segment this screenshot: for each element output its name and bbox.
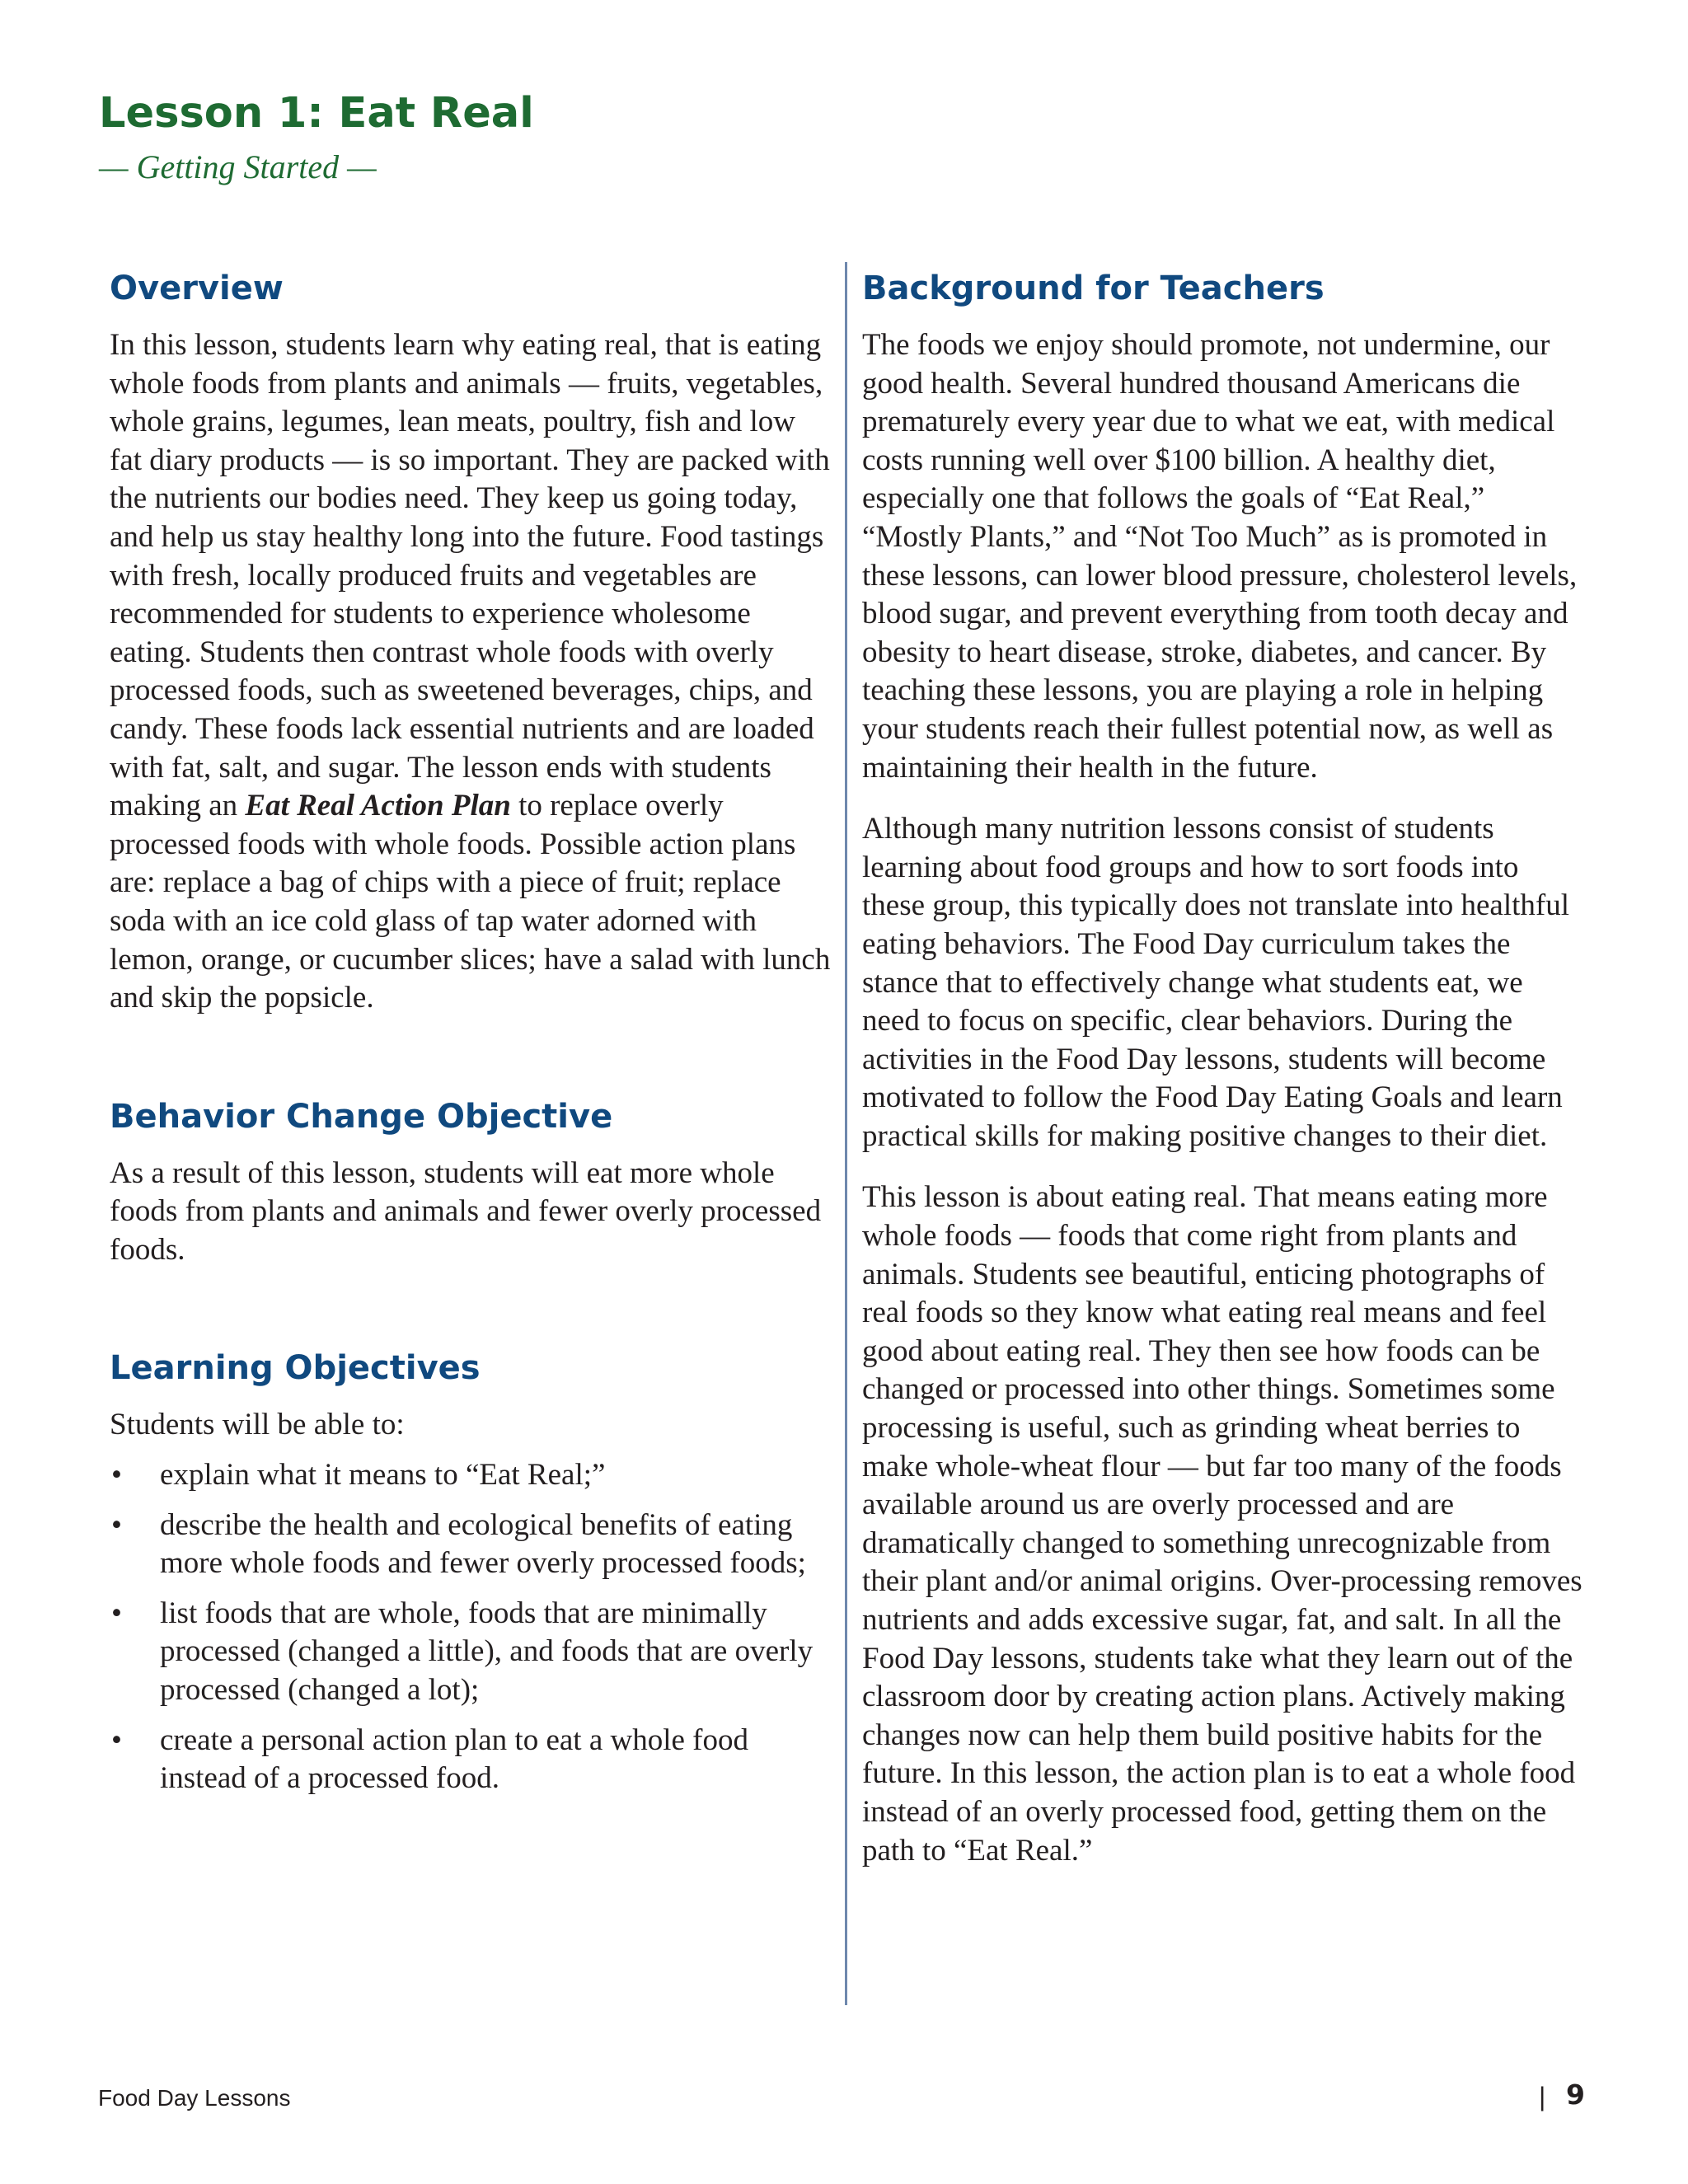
list-item: • create a personal action plan to eat a whole food instead of a processed food. xyxy=(110,1722,835,1798)
list-item: • list foods that are whole, foods that are minimally processed (changed a little), and foods that are overly processed (changed a lot); xyxy=(110,1595,835,1710)
behavior-heading: Behavior Change Objective xyxy=(110,1097,613,1136)
action-plan-emphasis: Eat Real Action Plan xyxy=(245,789,511,823)
learning-heading: Learning Objectives xyxy=(110,1349,481,1388)
background-section xyxy=(862,262,1587,1870)
learning-section xyxy=(110,1342,835,1797)
overview-section xyxy=(110,262,835,1018)
footer-publication: Food Day Lessons xyxy=(98,2085,291,2111)
page-number: 9 xyxy=(1566,2079,1585,2111)
background-paragraph: Although many nutrition lessons consist of students learning about food groups and how to sort foods into these group, this typically does not translate into healthful eating behaviors. The Food Day curriculum takes the stance that to effectively change what students eat, we need to focus on specific, clear behaviors. During the activities in the Food Day lessons, students will become motivated to follow the Food Day Eating Goals and learn practical skills for making positive changes to their diet. xyxy=(862,812,1570,1153)
overview-text xyxy=(110,326,835,1018)
learning-objectives-list xyxy=(110,1456,835,1798)
overview-text-after: to replace overly processed foods with whole foods. Possible action plans are: replace a bag of chips with a piece of fruit; replace soda with an ice cold glass of tap water adorned with lemon, orange, or cucumber slices; have a salad with lunch and skip the popsicle. xyxy=(110,789,831,1015)
background-paragraph: The foods we enjoy should promote, not undermine, our good health. Several hundred thousand Americans die prematurely every year due to what we eat, with medical costs running well over $100 billion. A healthy diet, especially one that follows the goals of “Eat Real,” “Mostly Plants,” and “Not Too Much” as is promoted in these lessons, can lower blood pressure, cholesterol levels, blood sugar, and prevent everything from tooth decay and obesity to heart disease, stroke, diabetes, and cancer. By teaching these lessons, you are playing a role in helping your students reach their fullest potential now, as well as maintaining their health in the future. xyxy=(862,328,1578,785)
overview-heading: Overview xyxy=(110,269,284,307)
background-heading: Background for Teachers xyxy=(862,269,1325,307)
list-item: • describe the health and ecological benefits of eating more whole foods and fewer overly processed foods; xyxy=(110,1507,835,1583)
right-column xyxy=(862,262,1587,1870)
background-paragraph: This lesson is about eating real. That means eating more whole foods — foods that come right from plants and animals. Students see beautiful, enticing photographs of real foods so they know what eating real means and feel good about eating real. They then see how foods can be changed or processed into other things. Sometimes some processing is useful, such as grinding wheat berries to make whole-wheat flour — but far too many of the foods available around us are overly processed and are dramatically changed to something unrecognizable from their plant and/or animal origins. Over-processing removes nutrients and adds excessive sugar, fat, and salt. In all the Food Day lessons, students take what they learn out of the classroom door by creating action plans. Actively making changes now can help them build positive habits for the future. In this lesson, the action plan is to eat a whole food instead of an overly processed food, getting them on the path to “Eat Real.” xyxy=(862,1180,1582,1868)
left-column xyxy=(110,262,835,1798)
behavior-section xyxy=(110,1090,835,1270)
list-item: • explain what it means to “Eat Real;” xyxy=(110,1456,835,1495)
behavior-text: As a result of this lesson, students will eat more whole foods from plants and animals and fewer overly processed foods. xyxy=(110,1155,822,1267)
lesson-title: Lesson 1: Eat Real xyxy=(99,89,534,138)
footer-separator: | xyxy=(1539,2082,1546,2111)
column-divider xyxy=(845,262,847,2005)
learning-intro: Students will be able to: xyxy=(110,1408,405,1442)
overview-text-before: In this lesson, students learn why eating real, that is eating whole foods from plants and animals — fruits, vegetables, whole grains, legumes, lean meats, poultry, fish and low fat diary products — is so important. They are packed with the nutrients our bodies need. They keep us going today, and help us stay healthy long into the future. Food tastings with fresh, locally produced fruits and vegetables are recommended for students to experience wholesome eating. Students then contrast whole foods with overly processed foods, such as sweetened beverages, chips, and candy. These foods lack essential nutrients and are loaded with fat, salt, and sugar. The lesson ends with students making an xyxy=(110,328,830,823)
lesson-subtitle: — Getting Started — xyxy=(99,148,377,185)
